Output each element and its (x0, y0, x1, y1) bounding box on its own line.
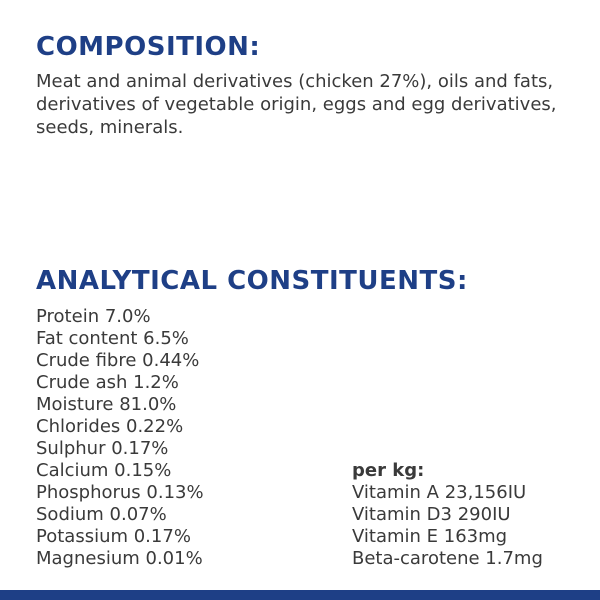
vitamin-item: Vitamin D3 290IU (352, 504, 511, 525)
constituent-item: Crude fibre 0.44% (36, 350, 200, 371)
constituent-item: Chlorides 0.22% (36, 416, 184, 437)
vitamin-item: Vitamin E 163mg (352, 526, 508, 547)
constituent-item: Calcium 0.15% (36, 460, 172, 481)
constituent-item: Sulphur 0.17% (36, 438, 169, 459)
constituent-item: Phosphorus 0.13% (36, 482, 204, 503)
constituent-item: Protein 7.0% (36, 306, 151, 327)
composition-heading: COMPOSITION: (36, 32, 261, 62)
constituents-list (36, 306, 204, 570)
constituent-item: Magnesium 0.01% (36, 548, 203, 569)
per-kg-label: per kg: (352, 460, 425, 481)
constituent-item: Moisture 81.0% (36, 394, 177, 415)
analytical-constituents-heading: ANALYTICAL CONSTITUENTS: (36, 266, 468, 296)
constituent-item: Potassium 0.17% (36, 526, 191, 547)
constituent-item: Fat content 6.5% (36, 328, 189, 349)
vitamin-item: Beta-carotene 1.7mg (352, 548, 543, 569)
composition-text: Meat and animal derivatives (chicken 27%), oils and fats, derivatives of vegetable origin, eggs and egg derivatives, seeds, minerals. (36, 71, 557, 138)
vitamin-item: Vitamin A 23,156IU (352, 482, 527, 503)
per-kg-block (352, 460, 543, 570)
vitamins-list (352, 482, 543, 570)
footer-bar (0, 590, 600, 600)
constituent-item: Crude ash 1.2% (36, 372, 179, 393)
constituent-item: Sodium 0.07% (36, 504, 167, 525)
